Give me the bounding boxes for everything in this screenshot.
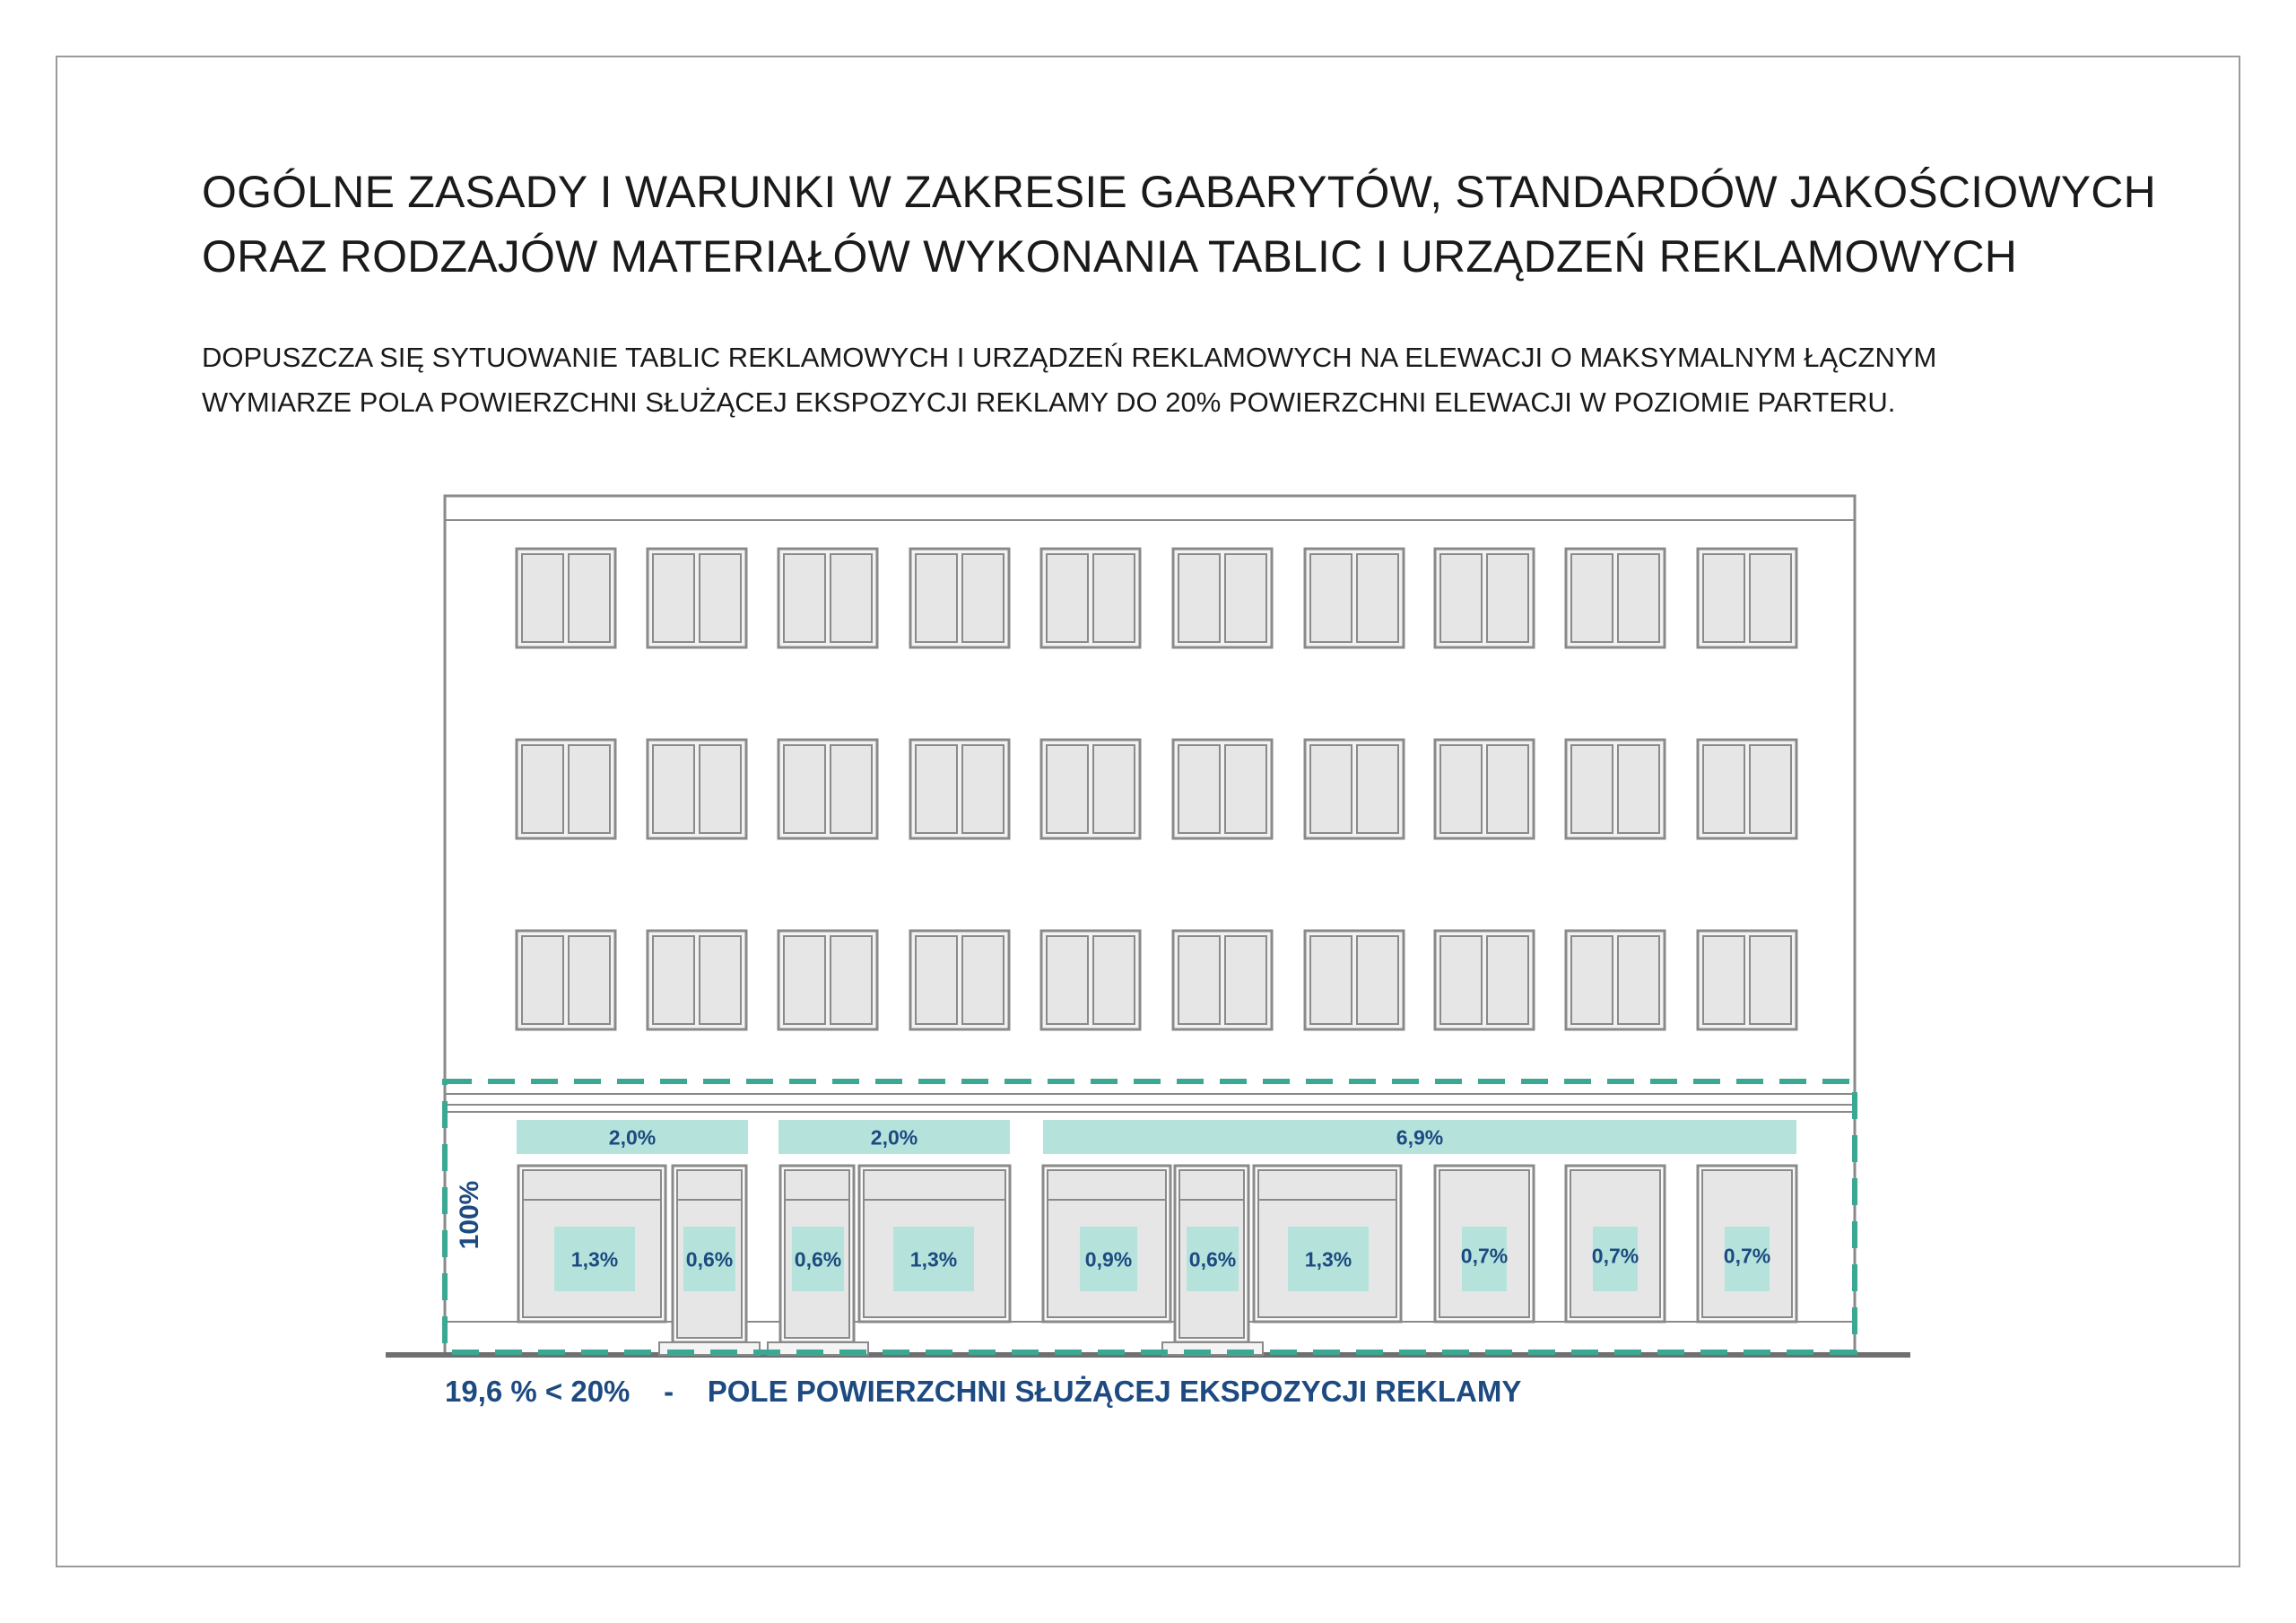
caption-ratio: 19,6 % < 20% <box>445 1375 631 1408</box>
window-sign-label: 0,7% <box>1591 1244 1639 1268</box>
window-sign-label: 0,7% <box>1460 1244 1509 1268</box>
window <box>517 549 615 647</box>
window <box>517 931 615 1029</box>
window-sign-label: 0,6% <box>794 1247 842 1271</box>
window <box>1041 931 1140 1029</box>
window <box>648 931 746 1029</box>
window-sign-label: 0,9% <box>1084 1247 1133 1271</box>
window <box>1698 740 1796 838</box>
caption-separator: - <box>664 1375 674 1408</box>
window <box>1698 931 1796 1029</box>
title-line-2: ORAZ RODZAJÓW MATERIAŁÓW WYKONANIA TABLIC I URZĄDZEŃ REKLAMOWYCH <box>202 231 2018 282</box>
window <box>1173 549 1272 647</box>
window <box>517 740 615 838</box>
building-facade <box>386 496 1910 1355</box>
window <box>1041 549 1140 647</box>
description-line-2: WYMIARZE POLA POWIERZCHNI SŁUŻĄCEJ EKSPOZYCJI REKLAMY DO 20% POWIERZCHNI ELEWACJI W POZIOMIE PARTERU. <box>202 386 1896 418</box>
window <box>1435 931 1534 1029</box>
window-sign-label: 0,6% <box>685 1247 734 1271</box>
window <box>1173 931 1272 1029</box>
window <box>1698 549 1796 647</box>
window <box>910 549 1009 647</box>
window <box>778 549 877 647</box>
sign-band-label: 2,0% <box>870 1125 918 1150</box>
window <box>778 931 877 1029</box>
caption <box>445 1375 1521 1409</box>
sign-band-label: 6,9% <box>1396 1125 1444 1150</box>
window-sign-label: 1,3% <box>570 1247 619 1271</box>
title-line-1: OGÓLNE ZASADY I WARUNKI W ZAKRESIE GABARYTÓW, STANDARDÓW JAKOŚCIOWYCH <box>202 167 2156 217</box>
window-sign-label: 0,6% <box>1188 1247 1237 1271</box>
ground-floor-zone-label: 100% <box>455 1180 484 1250</box>
window <box>1305 740 1404 838</box>
window <box>910 931 1009 1029</box>
window <box>1305 931 1404 1029</box>
window <box>648 740 746 838</box>
caption-text: POLE POWIERZCHNI SŁUŻĄCEJ EKSPOZYCJI REKLAMY <box>707 1375 1522 1408</box>
window <box>1041 740 1140 838</box>
window <box>1305 549 1404 647</box>
window <box>1566 931 1665 1029</box>
description-line-1: DOPUSZCZA SIĘ SYTUOWANIE TABLIC REKLAMOWYCH I URZĄDZEŃ REKLAMOWYCH NA ELEWACJI O MAKSYMALNYM ŁĄCZNYM <box>202 342 1937 373</box>
window <box>1173 740 1272 838</box>
window <box>1435 549 1534 647</box>
sign-band-label: 2,0% <box>608 1125 657 1150</box>
window <box>778 740 877 838</box>
window <box>1566 549 1665 647</box>
window <box>1435 740 1534 838</box>
window <box>648 549 746 647</box>
window-sign-label: 1,3% <box>1304 1247 1352 1271</box>
window <box>910 740 1009 838</box>
window <box>1566 740 1665 838</box>
window-sign-label: 0,7% <box>1723 1244 1771 1268</box>
window-sign-label: 1,3% <box>909 1247 958 1271</box>
